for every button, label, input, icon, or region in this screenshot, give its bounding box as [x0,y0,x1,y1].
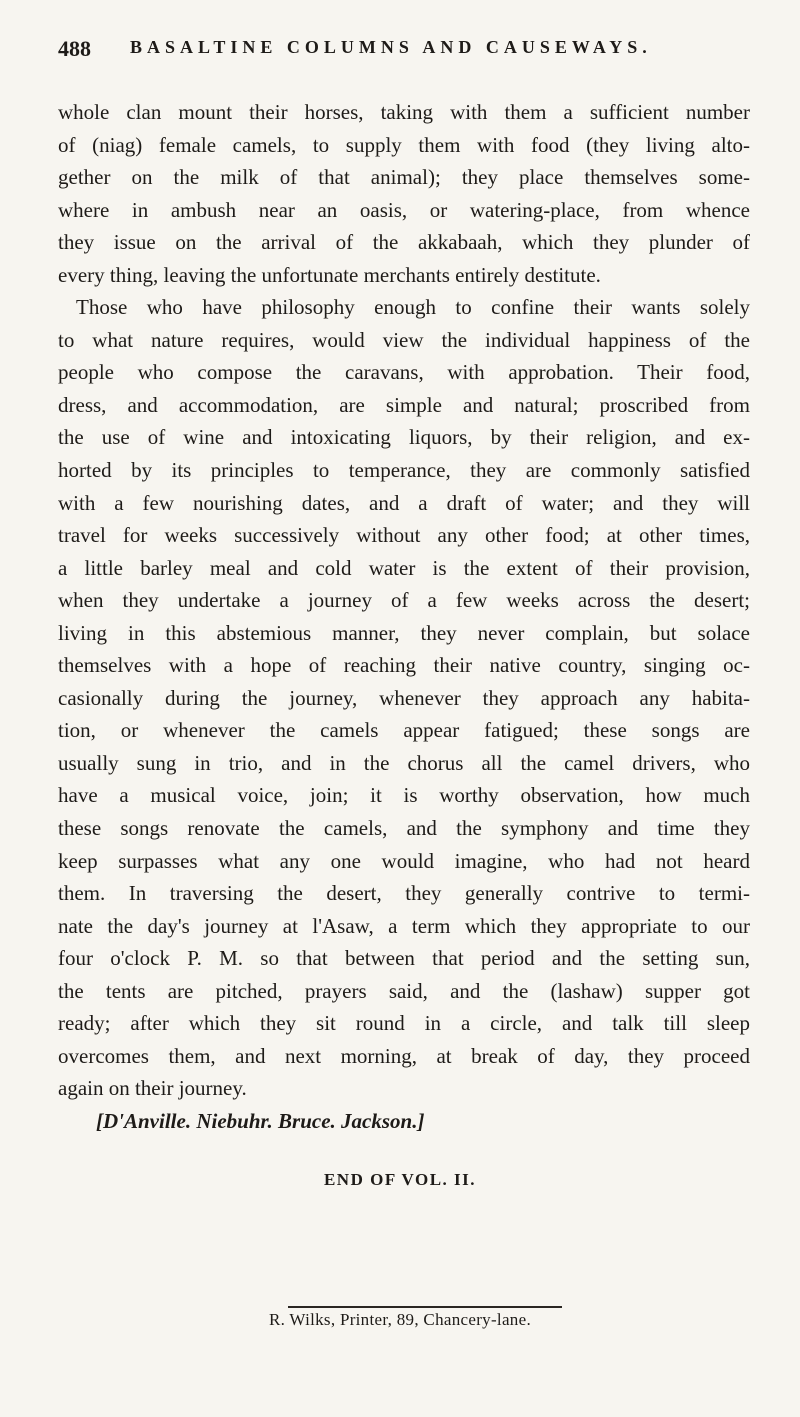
body-text [58,96,750,1138]
text-line: four o'clock P. M. so that between that period and the setting sun, [58,946,750,971]
text-line: ready; after which they sit round in a circle, and talk till sleep [58,1011,750,1036]
text-line: have a musical voice, join; it is worthy observation, how much [58,783,750,808]
text-line: again on their journey. [58,1076,247,1101]
text-line: Those who have philosophy enough to confine their wants solely [76,295,750,320]
divider-rule [288,1306,562,1308]
text-line: tion, or whenever the camels appear fatigued; these songs are [58,718,750,743]
text-line: casionally during the journey, whenever they approach any habita- [58,685,750,710]
text-line: they issue on the arrival of the akkabaah, which they plunder of [58,230,750,255]
text-line: when they undertake a journey of a few weeks across the desert; [58,588,750,613]
text-line: with a few nourishing dates, and a draft of water; and they will [58,490,750,515]
text-line: the tents are pitched, prayers said, and the (lashaw) supper got [58,978,750,1003]
text-line: living in this abstemious manner, they never complain, but solace [58,620,750,645]
source-attribution: [D'Anville. Niebuhr. Bruce. Jackson.] [96,1108,425,1133]
text-line: overcomes them, and next morning, at break of day, they proceed [58,1043,750,1068]
running-title: BASALTINE COLUMNS AND CAUSEWAYS. [130,37,652,57]
text-line: whole clan mount their horses, taking with them a sufficient number [58,100,750,124]
text-line: where in ambush near an oasis, or watering-place, from whence [58,197,750,222]
text-line: nate the day's journey at l'Asaw, a term which they appropriate to our [58,913,750,938]
text-line: of (niag) female camels, to supply them with food (they living alto- [58,132,750,157]
text-line: keep surpasses what any one would imagine, who had not heard [58,848,750,873]
text-line: people who compose the caravans, with approbation. Their food, [58,360,750,385]
running-header [58,36,748,68]
printer-imprint: R. Wilks, Printer, 89, Chancery-lane. [268,1310,531,1329]
text-line: themselves with a hope of reaching their native country, singing oc- [58,653,750,678]
text-line: them. In traversing the desert, they generally contrive to termi- [58,881,750,906]
text-line: a little barley meal and cold water is the extent of their provision, [58,555,750,580]
text-line: travel for weeks successively without any other food; at other times, [58,523,750,548]
text-line: to what nature requires, would view the individual happiness of the [58,327,750,352]
text-line: usually sung in trio, and in the chorus all the camel drivers, who [58,750,750,775]
text-line: the use of wine and intoxicating liquors, by their religion, and ex- [58,425,750,450]
end-of-volume: END OF VOL. II. [323,1170,477,1189]
page-number: 488 [58,36,91,61]
text-line: every thing, leaving the unfortunate merchants entirely destitute. [58,262,601,287]
text-line: dress, and accommodation, are simple and natural; proscribed from [58,392,750,417]
text-line: horted by its principles to temperance, they are commonly satisfied [58,458,750,483]
text-line: these songs renovate the camels, and the symphony and time they [58,816,750,841]
text-line: gether on the milk of that animal); they place themselves some- [58,165,750,190]
